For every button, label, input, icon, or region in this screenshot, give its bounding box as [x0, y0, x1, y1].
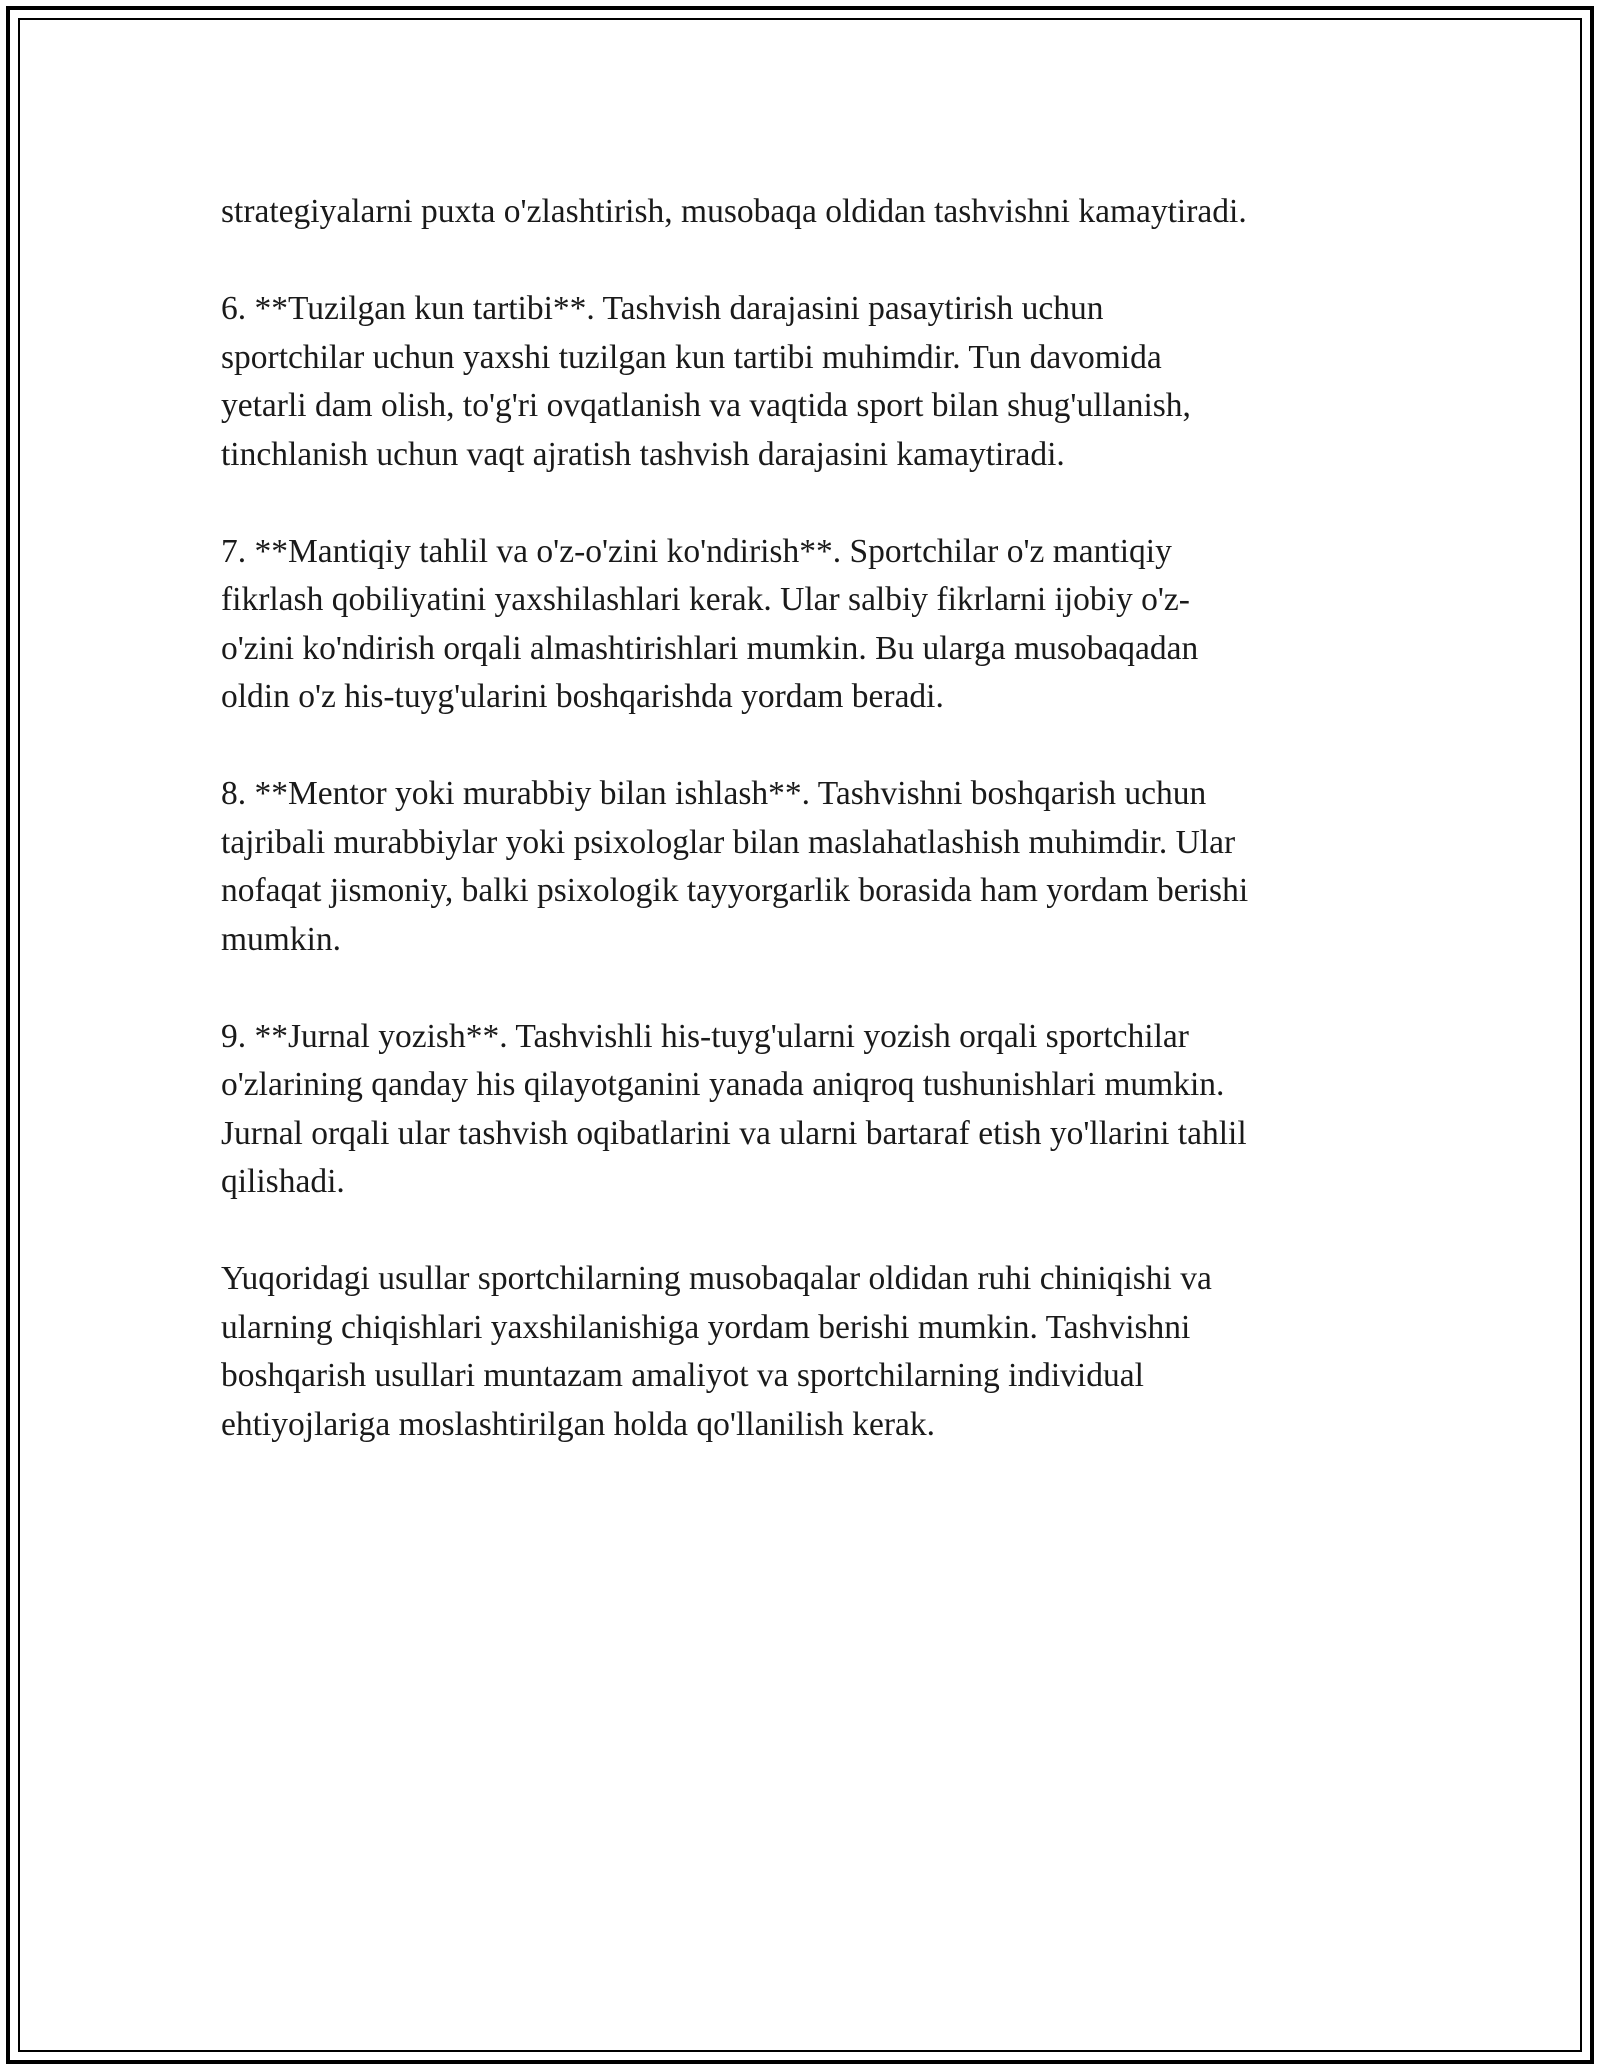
text-line: nofaqat jismoniy, balki psixologik tayyorgarlik borasida ham yordam berishi — [221, 872, 1249, 909]
paragraph-item-7 — [221, 528, 1371, 722]
text-line: strategiyalarni puxta o'zlashtirish, musobaqa oldidan tashvishni kamaytiradi. — [221, 193, 1247, 230]
text-line: o'zini ko'ndirish orqali almashtirishlari mumkin. Bu ularga musobaqadan — [221, 629, 1199, 667]
text-line: tinchlanish uchun vaqt ajratish tashvish darajasini kamaytiradi. — [221, 435, 1065, 473]
text-line: qilishadi. — [221, 1163, 345, 1200]
text-line: o'zlarining qanday his qilayotganini yanada aniqroq tushunishlari mumkin. — [221, 1066, 1225, 1103]
paragraph-conclusion — [221, 1255, 1371, 1449]
text-line: ehtiyojlariga moslashtirilgan holda qo'llanilish kerak. — [221, 1405, 936, 1443]
text-line: fikrlash qobiliyatini yaxshilashlari kerak. Ular salbiy fikrlarni ijobiy o'z- — [221, 581, 1190, 618]
paragraph-continuation — [221, 188, 1371, 237]
text-line: 7. **Mantiqiy tahlil va o'z-o'zini ko'ndirish**. Sportchilar o'z mantiqiy — [221, 532, 1172, 570]
text-line: tajribali murabbiylar yoki psixologlar bilan maslahatlashish muhimdir. Ular — [221, 823, 1236, 861]
text-line: Yuqoridagi usullar sportchilarning musobaqalar oldidan ruhi chiniqishi va — [221, 1260, 1212, 1297]
text-line: 9. **Jurnal yozish**. Tashvishli his-tuyg'ularni yozish orqali sportchilar — [221, 1017, 1189, 1055]
paragraph-item-6 — [221, 285, 1371, 479]
text-line: ularning chiqishlari yaxshilanishiga yordam berishi mumkin. Tashvishni — [221, 1308, 1191, 1346]
document-body — [221, 188, 1371, 1498]
paragraph-item-8 — [221, 770, 1371, 964]
text-line: 8. **Mentor yoki murabbiy bilan ishlash**. Tashvishni boshqarish uchun — [221, 775, 1207, 812]
text-line: boshqarish usullari muntazam amaliyot va sportchilarning individual — [221, 1357, 1144, 1394]
text-line: Jurnal orqali ular tashvish oqibatlarini va ularni bartaraf etish yo'llarini tahlil — [221, 1114, 1247, 1152]
text-line: sportchilar uchun yaxshi tuzilgan kun tartibi muhimdir. Tun davomida — [221, 338, 1162, 376]
text-line: 6. **Tuzilgan kun tartibi**. Tashvish darajasini pasaytirish uchun — [221, 290, 1104, 327]
text-line: mumkin. — [221, 920, 342, 958]
text-line: yetarli dam olish, to'g'ri ovqatlanish va vaqtida sport bilan shug'ullanish, — [221, 387, 1191, 424]
paragraph-item-9 — [221, 1013, 1371, 1207]
text-line: oldin o'z his-tuyg'ularini boshqarishda yordam beradi. — [221, 678, 944, 715]
